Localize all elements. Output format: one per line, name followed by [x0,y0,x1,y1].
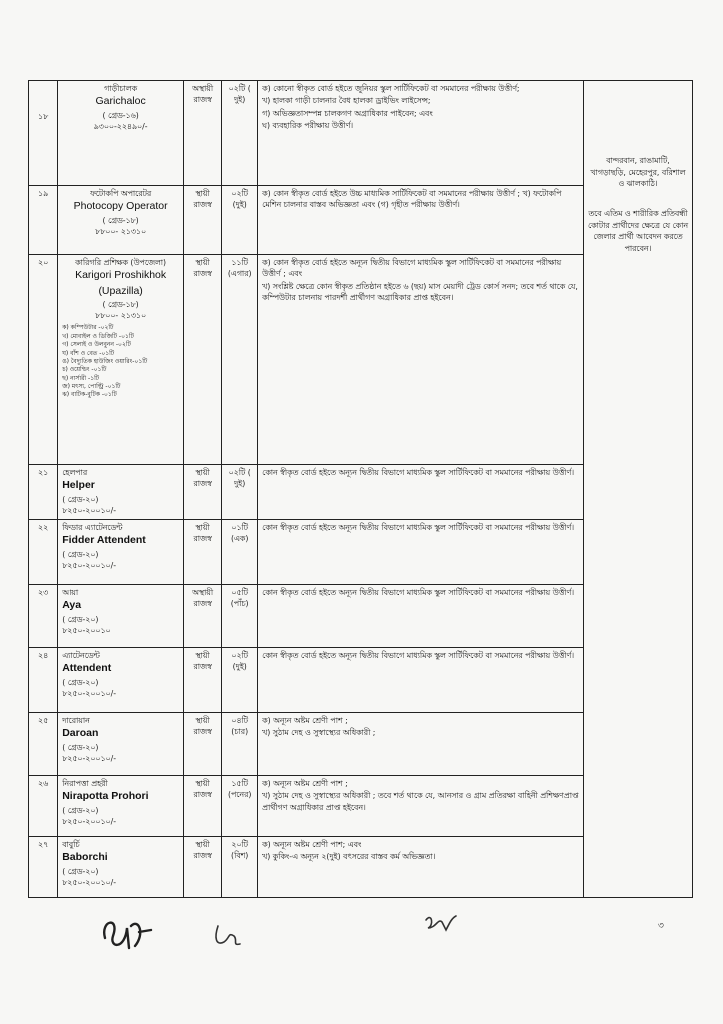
qualification-cell [258,776,584,837]
post-type: স্থায়ী রাজস্ব [184,186,222,255]
post-count: ০৫টি (পাঁচ) [222,585,258,648]
post-grade: ( গ্রেড-১৬) [102,110,139,120]
post-count: ২০টি (বিশ) [222,837,258,898]
post-name-en: Garichaloc [95,95,146,108]
qualification-cell [258,186,584,255]
signature-3 [420,908,460,938]
pay-scale: ৮২৫০-২০০১০/- [62,816,117,826]
signature-1 [95,908,155,958]
post-type: অস্থায়ী রাজস্ব [184,81,222,186]
post-cell [58,465,184,520]
trade-item: গ) সেলাই ও উলবুনন -০২টি [62,341,131,349]
pay-scale: ৮২৫০-২০০১০/- [62,688,117,698]
post-count: ০১টি (এক) [222,520,258,585]
qualification-line: কোন স্বীকৃত বোর্ড হইতে অন্যূন দ্বিতীয় বিভাগে মাধ্যমিক স্কুল সার্টিফিকেট বা সমমানের পরীক্ষায় উত্তীর্ণ। [262,588,574,597]
qualification-cell [258,81,584,186]
trade-item: জ) মৎস্য, পোল্ট্রি -০১টি [62,383,121,391]
qualification-cell [258,465,584,520]
trade-item: ঘ) বাঁশ ও বেত -০১টি [62,349,115,357]
post-type: স্থায়ী রাজস্ব [184,520,222,585]
trade-item: ক) কম্পিউটার -০২টি [62,324,114,332]
qualification-line: খ) সংশ্লিষ্ট ক্ষেত্রে কোন স্বীকৃত প্রতিষ্ঠান হইতে ৬ (ছয়) মাস মেয়াদী ট্রেড কোর্স সনদ; তবে শর্ত থাকে যে, কম্পিউটার চালনায় পারদর্শী প্রার্থীগণ অগ্রাধিকার প্রাপ্ত হইবেন। [262,281,578,302]
serial-number: ২৩ [29,585,58,648]
post-type: স্থায়ী রাজস্ব [184,255,222,465]
signature-2 [210,920,250,950]
trade-item: ঝ) বাটিক-বুটিক -০১টি [62,391,117,399]
trade-item: খ) মোবাইল ও ডিজিটি -০১টি [62,332,134,340]
trade-list [62,324,179,400]
serial-number: ২৪ [29,648,58,713]
serial-number: ১৮ [29,81,58,186]
post-name-en: Aya [62,599,82,612]
post-cell [58,255,184,465]
pay-scale: ৮২৫০-২০০১০/- [62,505,117,515]
qualification-line: ক) অন্যূন অষ্টম শ্রেণী পাশ ; [262,716,348,725]
post-cell [58,713,184,776]
qualification-line: খ) সুঠাম দেহ ও সুস্বাস্থ্যের অধিকারী ; তবে শর্ত থাকে যে, আনসার ও গ্রাম প্রতিরক্ষা বাহিনী প্রশিক্ষণপ্রাপ্ত প্রার্থীগণ অগ্রাধিকার প্রাপ্ত হইবেন। [262,791,579,812]
qualification-line: ক) কোন স্বীকৃত বোর্ড হইতে অন্যূন দ্বিতীয় বিভাগে মাধ্যমিক স্কুল সার্টিফিকেট বা সমমানের পরীক্ষায় উত্তীর্ণ ; এবং [262,258,562,279]
post-name-en: Attendent [62,662,112,675]
qualification-line: খ) সুঠাম দেহ ও সুস্বাস্থ্যের অধিকারী ; [262,728,376,738]
post-name-bn: বাবুর্চি [62,840,80,849]
post-count: ১৫টি (পনের) [222,776,258,837]
remarks-cell [583,81,692,898]
post-cell [58,648,184,713]
post-grade: ( গ্রেড-২০) [62,866,99,876]
post-name-bn: নিরাপত্তা প্রহরী [62,779,108,788]
serial-number: ২৬ [29,776,58,837]
qualification-line: খ) কুকিং-এ অন্যূন ২(দুই) বৎসরের বাস্তব কর্ম অভিজ্ঞতা। [262,852,436,862]
pay-scale: ৮২৫০-২০০১০ [62,625,111,635]
post-name-bn: ফিডার এ্যাটেনডেন্ট [62,523,123,532]
qualification-cell [258,648,584,713]
pay-scale: ৮৮০০- ২১৩১০ [95,226,147,236]
post-cell [58,81,184,186]
post-count: ০৪টি (চার) [222,713,258,776]
post-name-bn: ফটোকপি অপারেটর [90,189,152,198]
remarks-districts: বান্দরবান, রাঙামাটি, খাগড়াছড়ি, মেহেরপুর, বরিশাল ও ঝালকাঠি। [590,156,686,189]
post-name-en: Daroan [62,727,99,740]
qualification-line: কোন স্বীকৃত বোর্ড হইতে অন্যূন দ্বিতীয় বিভাগে মাধ্যমিক স্কুল সার্টিফিকেট বা সমমানের পরীক্ষায় উত্তীর্ণ। [262,651,574,660]
serial-number: ২১ [29,465,58,520]
post-type: অস্থায়ী রাজস্ব [184,585,222,648]
qualification-cell [258,255,584,465]
post-cell [58,186,184,255]
qualification-line: ক) অন্যূন অষ্টম শ্রেণী পাশ ; [262,779,348,788]
post-cell [58,520,184,585]
post-grade: ( গ্রেড-১৮) [102,215,139,225]
post-grade: ( গ্রেড-২০) [62,494,99,504]
post-grade: ( গ্রেড-১৮) [102,299,139,309]
post-cell [58,585,184,648]
post-name-bn: আয়া [62,588,79,597]
post-name-bn: দারোয়ান [62,716,90,725]
table-row [29,81,693,186]
post-grade: ( গ্রেড-২০) [62,549,99,559]
qualification-line: গ) অভিজ্ঞতাসম্পন্ন চালকগণ অগ্রাধিকার পাইবেন; এবং [262,108,433,118]
post-count: ০২টি (দুই) [222,648,258,713]
serial-number: ১৯ [29,186,58,255]
post-grade: ( গ্রেড-২০) [62,805,99,815]
post-name-en: Karigori Proshikhok (Upazilla) [75,269,167,297]
qualification-line: খ) হালকা গাড়ী চালনার বৈধ হালকা ড্রাইভিং লাইসেন্স; [262,96,431,106]
post-name-bn: হেলপার [62,468,88,477]
trade-item: ছ) নার্সারী -১টি [62,374,100,382]
post-count: ০২টি ( দুই) [222,81,258,186]
post-count: ০২টি ( দুই) [222,465,258,520]
post-count: ০২টি (দুই) [222,186,258,255]
serial-number: ২২ [29,520,58,585]
pay-scale: ৮২৫০-২০০১০/- [62,877,117,887]
post-name-en: Helper [62,479,95,492]
post-name-bn: কারিগরি প্রশিক্ষক (উপজেলা) [75,258,167,267]
post-name-bn: এ্যাটেনডেন্ট [62,651,100,660]
qualification-line: কোন স্বীকৃত বোর্ড হইতে অন্যূন দ্বিতীয় বিভাগে মাধ্যমিক স্কুল সার্টিফিকেট বা সমমানের পরীক্ষায় উত্তীর্ণ। [262,523,574,532]
recruitment-table [28,80,693,898]
post-type: স্থায়ী রাজস্ব [184,837,222,898]
post-type: স্থায়ী রাজস্ব [184,465,222,520]
pay-scale: ৮২৫০-২০০১০/- [62,753,117,763]
post-grade: ( গ্রেড-২০) [62,742,99,752]
qualification-cell [258,837,584,898]
serial-number: ২০ [29,255,58,465]
post-name-en: Nirapotta Prohori [62,790,149,803]
post-type: স্থায়ী রাজস্ব [184,713,222,776]
post-name-en: Baborchi [62,851,108,864]
post-grade: ( গ্রেড-২০) [62,677,99,687]
pay-scale: ৮৮০০- ২১৩১০ [95,311,147,321]
remarks-quota: তবে এতিম ও শারীরিক প্রতিবন্ধী কোটার প্রার্থীদের ক্ষেত্রে যে কোন জেলার প্রার্থী আবেদন করতে পারবেন। [587,209,688,254]
post-grade: ( গ্রেড-২০) [62,614,99,624]
pay-scale: ৯৩০০-২২৪৯০/- [93,121,148,131]
serial-number: ২৭ [29,837,58,898]
qualification-line: কোন স্বীকৃত বোর্ড হইতে অন্যূন দ্বিতীয় বিভাগে মাধ্যমিক স্কুল সার্টিফিকেট বা সমমানের পরীক্ষায় উত্তীর্ণ। [262,468,574,477]
qualification-cell [258,713,584,776]
qualification-cell [258,520,584,585]
serial-number: ২৫ [29,713,58,776]
post-count: ১১টি (এগার) [222,255,258,465]
qualification-line: ঘ) ব্যবহারিক পরীক্ষায় উত্তীর্ণ। [262,120,354,130]
post-name-en: Photocopy Operator [73,200,168,213]
post-cell [58,776,184,837]
qualification-line: ক) কোনো স্বীকৃত বোর্ড হইতে জুনিয়র স্কুল সার্টিফিকেট বা সমমানের পরীক্ষায় উত্তীর্ণ; [262,84,520,93]
qualification-line: ক) কোন স্বীকৃত বোর্ড হইতে উচ্চ মাধ্যমিক সার্টিফিকেট বা সমমানের পরীক্ষায় উত্তীর্ণ ; খ) ফটোকপি মেশিন চালনার বাস্তব অভিজ্ঞতা এবং (গ) গৃহীত পরীক্ষায় উত্তীর্ণ। [262,189,562,210]
post-type: স্থায়ী রাজস্ব [184,776,222,837]
trade-item: চ) ওয়েল্ডিং -০১টি [62,366,107,374]
page-number: ৩ [658,921,664,931]
trade-item: ঙ) বৈদ্যুতিক হাউজিং ওয়ারিং-০১টি [62,357,148,365]
post-name-en: Fidder Attendent [62,534,146,547]
post-name-bn: গাড়ীচালক [104,84,138,93]
qualification-line: ক) অন্যূন অষ্টম শ্রেণী পাশ; এবং [262,840,362,849]
qualification-cell [258,585,584,648]
post-type: স্থায়ী রাজস্ব [184,648,222,713]
post-cell [58,837,184,898]
pay-scale: ৮২৫০-২০০১০/- [62,560,117,570]
